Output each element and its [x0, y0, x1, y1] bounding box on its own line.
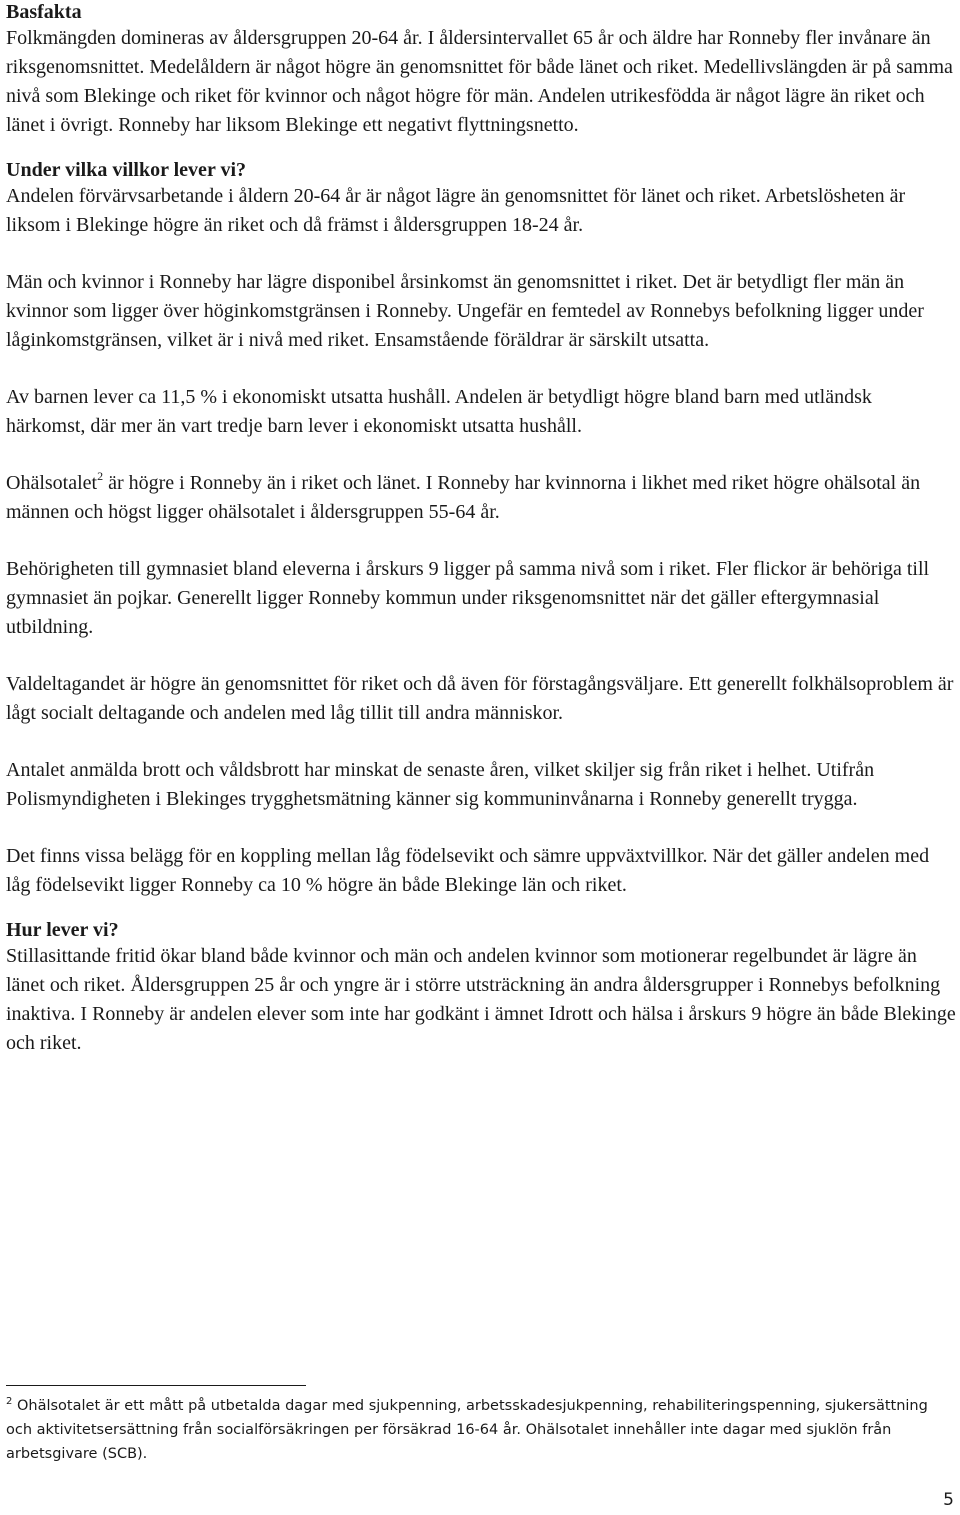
footnote: [6, 1394, 956, 1466]
paragraph-basfakta: Folkmängden domineras av åldersgruppen 20-64 år. I åldersintervallet 65 år och äldre har Ronneby fler invånare än riksgenomsnittet. Medelåldern är något högre än genomsnittet för både länet och riket. Medellivslängden är på samma nivå som Blekinge och riket för kvinnor och något högre för män. Andelen utrikesfödda är något lägre än riket och länet i övrigt. Ronneby har liksom Blekinge ett negativt flyttningsnetto.: [6, 27, 953, 136]
page-number: 5: [943, 1490, 954, 1510]
paragraph-villkor-1: Andelen förvärvsarbetande i åldern 20-64 år är något lägre än genomsnittet för länet och riket. Arbetslösheten är liksom i Blekinge högre än riket och då främst i åldersgruppen 18-24 år.: [6, 185, 906, 236]
paragraph-villkor-2: Män och kvinnor i Ronneby har lägre disponibel årsinkomst än genomsnittet i riket. Det är betydligt fler män än kvinnor som ligger över höginkomstgränsen i Ronneby. Ungefär en femtedel av Ronnebys befolkning ligger under låginkomstgränsen, vilket är i nivå med riket. Ensamstående föräldrar är särskilt utsatta.: [6, 271, 924, 351]
footnote-marker: 2: [6, 1396, 13, 1407]
paragraph-villkor-5: Behörigheten till gymnasiet bland eleverna i årskurs 9 ligger på samma nivå som i riket. Fler flickor är behöriga till gymnasiet än pojkar. Generellt ligger Ronneby kommun under riksgenomsnittet när det gäller eftergymnasial utbildning.: [6, 558, 930, 638]
paragraph-villkor-6: Valdeltagandet är högre än genomsnittet för riket och då även för förstagångsväljare. Ett generellt folkhälsoproblem är lågt socialt deltagande och andelen med låg tillit till andra människor.: [6, 673, 954, 724]
heading-villkor: Under vilka villkor lever vi?: [6, 159, 247, 181]
paragraph-villkor-7: Antalet anmälda brott och våldsbrott har minskat de senaste åren, vilket skiljer sig från riket i helhet. Utifrån Polismyndigheten i Blekinges trygghetsmätning känner sig kommuninvånarna i Ronneby generellt trygga.: [6, 759, 875, 810]
ohalsotal-term: Ohälsotalet: [6, 472, 98, 494]
paragraph-villkor-8: Det finns vissa belägg för en koppling mellan låg födelsevikt och sämre uppväxtvillkor. När det gäller andelen med låg födelsevikt ligger Ronneby ca 10 % högre än både Blekinge län och riket.: [6, 845, 930, 896]
document-page: [6, 0, 956, 1058]
footnote-divider: [6, 1385, 306, 1386]
paragraph-villkor-4: [6, 469, 956, 527]
heading-hur: Hur lever vi?: [6, 919, 119, 941]
footnote-text: Ohälsotalet är ett mått på utbetalda dagar med sjukpenning, arbetsskadesjukpenning, rehabiliteringspenning, sjukersättning och aktivitetsersättning från socialförsäkringen per försäkrad 16-64 år. Ohälsotalet innehåller inte dagar med sjuklön från arbetsgivare (SCB).: [6, 1398, 928, 1462]
paragraph-villkor-4-rest: är högre i Ronneby än i riket och länet. I Ronneby har kvinnorna i likhet med riket högre ohälsotal än männen och högst ligger ohälsotalet i åldersgruppen 55-64 år.: [6, 472, 921, 523]
paragraph-villkor-3: Av barnen lever ca 11,5 % i ekonomiskt utsatta hushåll. Andelen är betydligt högre bland barn med utländsk härkomst, där mer än vart tredje barn lever i ekonomiskt utsatta hushåll.: [6, 386, 872, 437]
paragraph-hur-1: Stillasittande fritid ökar bland både kvinnor och män och andelen kvinnor som motionerar regelbundet är lägre än länet och riket. Åldersgruppen 25 år och yngre är i större utsträckning än andra åldersgrupper i Ronnebys befolkning inaktiva. I Ronneby är andelen elever som inte har godkänt i ämnet Idrott och hälsa i årskurs 9 högre än både Blekinge och riket.: [6, 945, 956, 1054]
footnote-reference[interactable]: 2: [97, 469, 104, 483]
heading-basfakta: Basfakta: [6, 1, 82, 23]
